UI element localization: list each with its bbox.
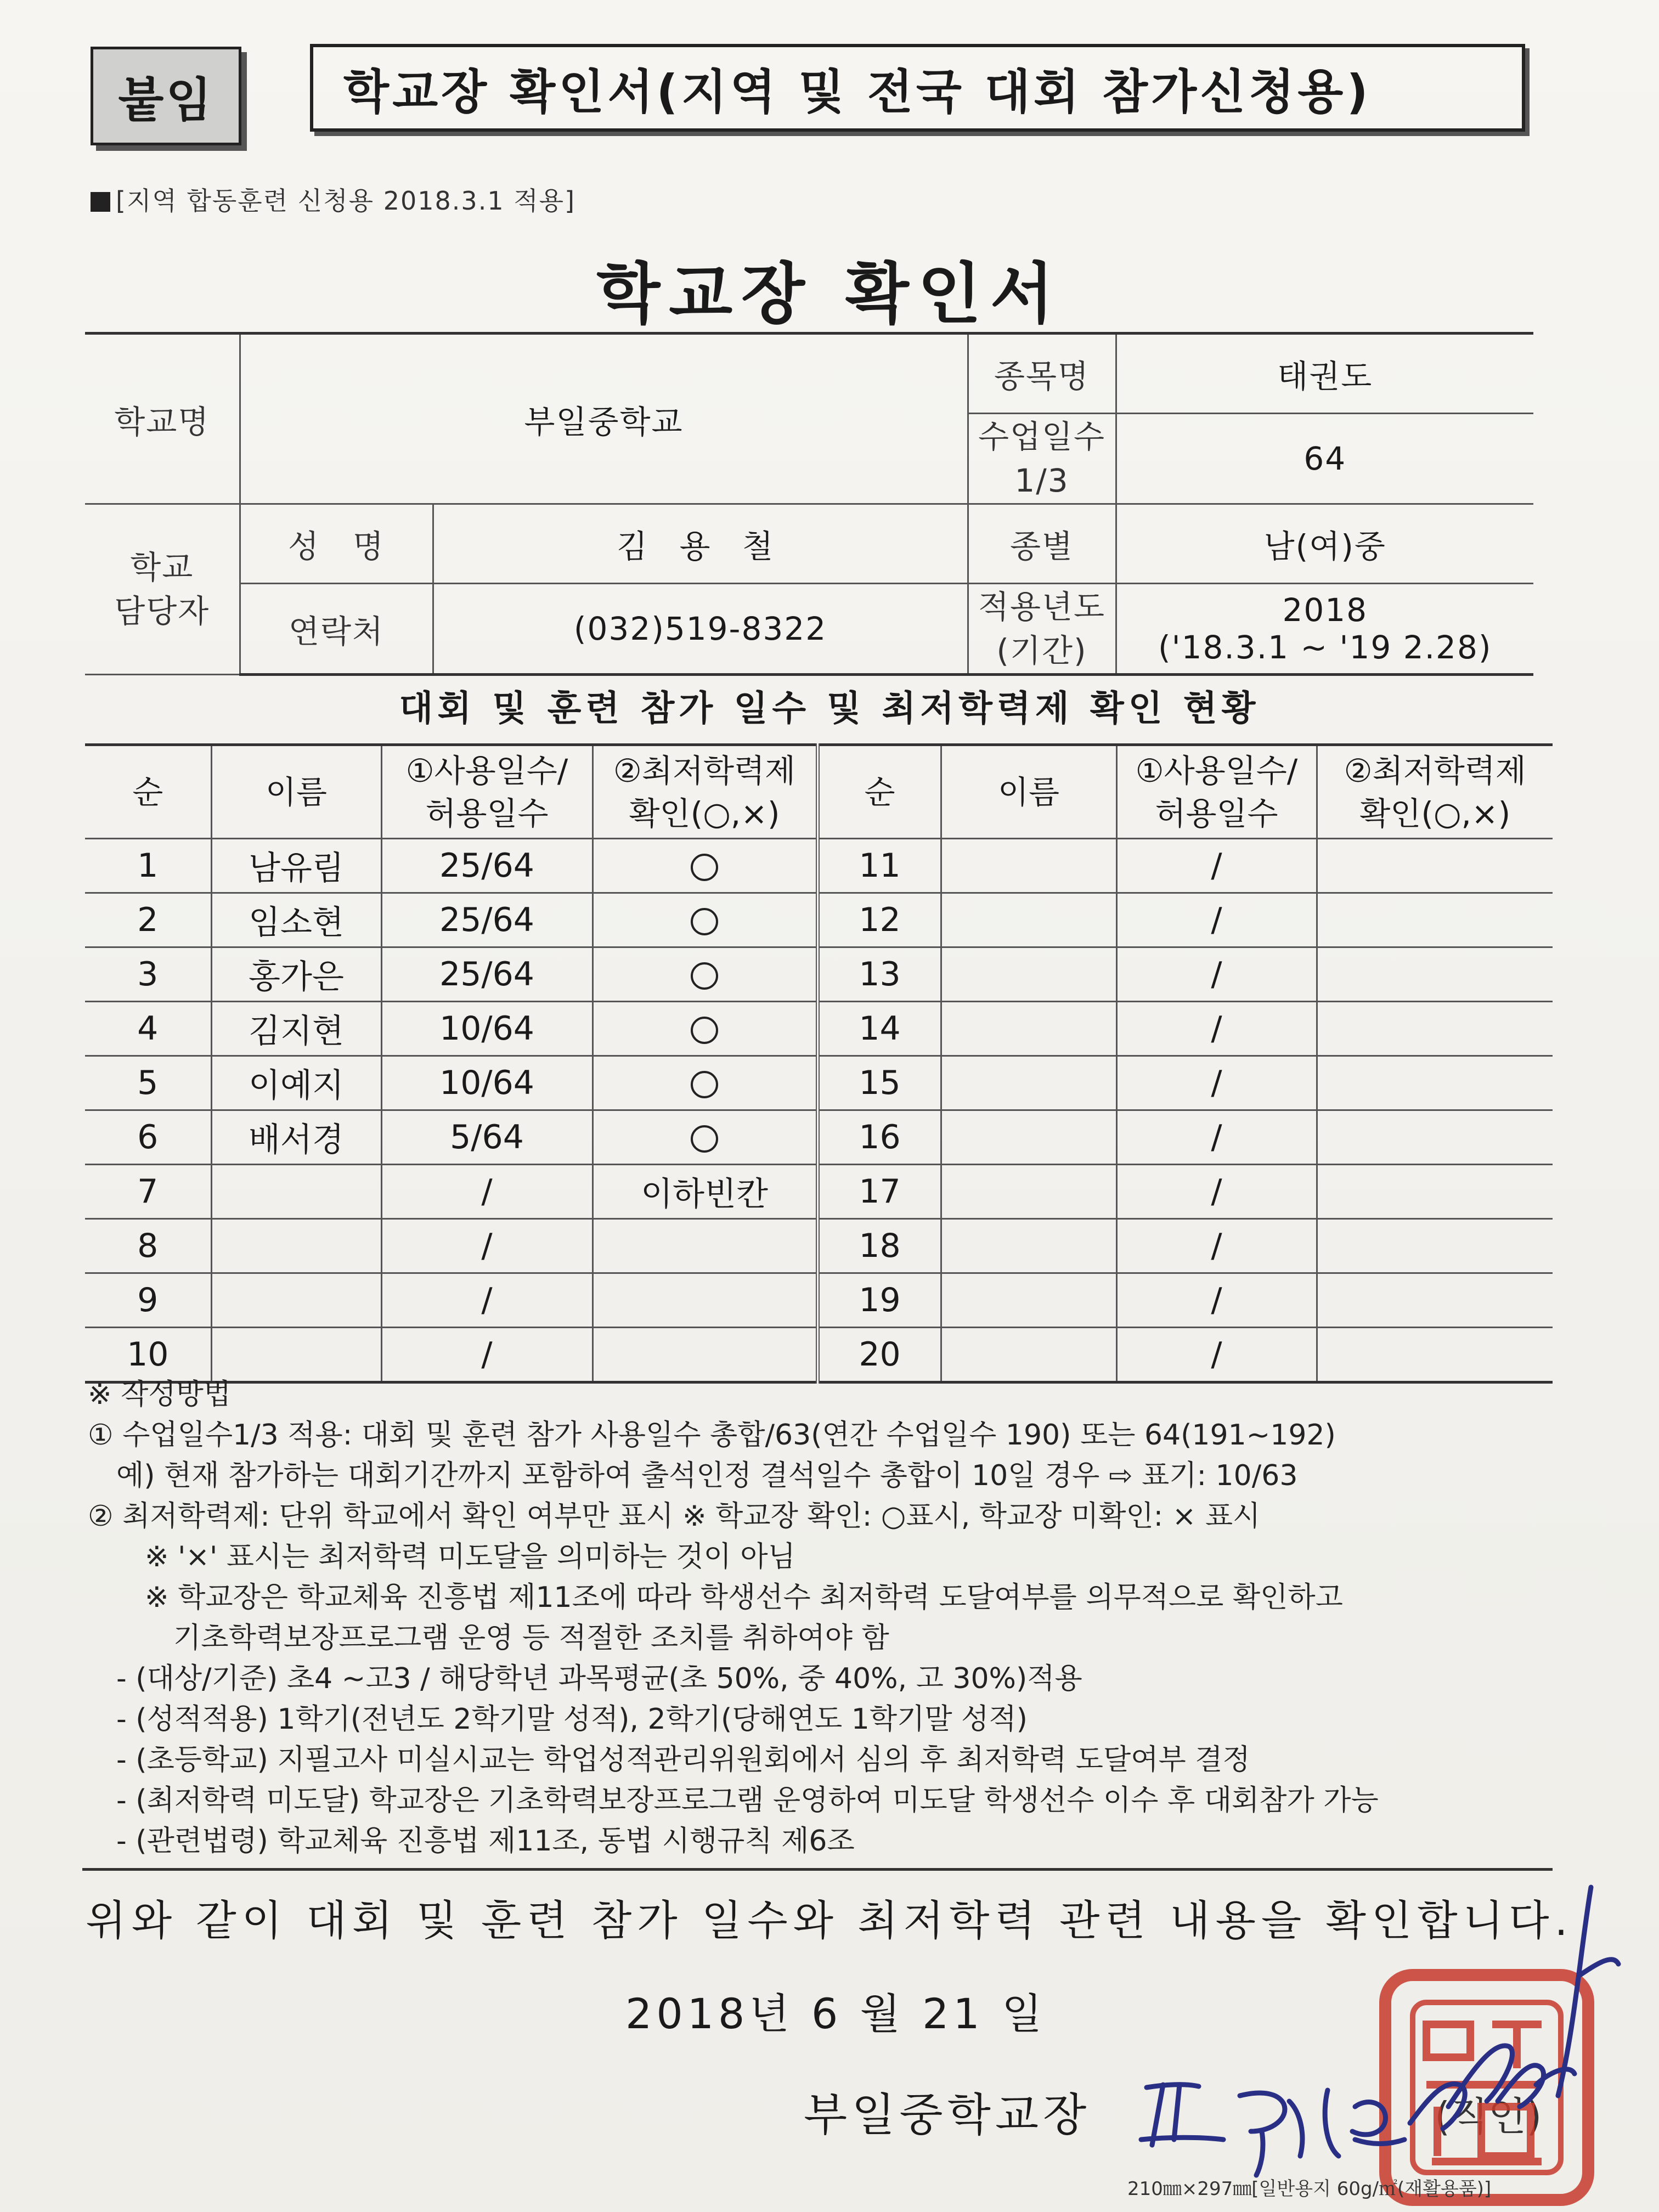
instruction-line: ① 수업일수1/3 적용: 대회 및 훈련 참가 사용일수 총합/63(연간 수업일수 190) 또는 64(191~192) (88, 1419, 1336, 1452)
section-title: 대회 및 훈련 참가 일수 및 최저학력제 확인 현황 (399, 689, 1260, 729)
row-name: 임소현 (211, 893, 381, 947)
row-no-right: 19 (817, 1273, 941, 1328)
header-title: 학교장 확인서(지역 및 전국 대회 참가신청용) (310, 44, 1525, 132)
row-days: / (381, 1273, 592, 1328)
year-period: ('18.3.1 ~ '19 2.28) (1158, 629, 1492, 666)
confirm-statement: 위와 같이 대회 및 훈련 참가 일수와 최저학력 관련 내용을 확인합니다. (86, 1896, 1573, 1945)
row-name: 이예지 (211, 1056, 381, 1110)
name-label: 성 명 (240, 504, 433, 584)
instruction-line: ※ 작성방법 (88, 1378, 232, 1411)
row-days-right: / (1116, 947, 1317, 1002)
school-value: 부일중학교 (240, 334, 968, 504)
instruction-line: ② 최저학력제: 단위 학교에서 확인 여부만 표시 ※ 학교장 확인: ○표시, 학교장 미확인: × 표시 (88, 1500, 1261, 1533)
row-days: 10/64 (381, 1002, 592, 1056)
row-days-right: / (1116, 1165, 1317, 1219)
col-name-right: 이름 (941, 745, 1116, 839)
row-days: 10/64 (381, 1056, 592, 1110)
days-value: 64 (1116, 414, 1533, 504)
row-no: 10 (85, 1328, 211, 1383)
row-no-right: 18 (817, 1219, 941, 1273)
instruction-line: - (대상/기준) 초4 ~고3 / 해당학년 과목평균(초 50%, 중 40%, 고 30%)적용 (88, 1662, 1082, 1695)
row-no-right: 11 (817, 839, 941, 893)
row-name: 남유림 (211, 839, 381, 893)
principal-title: 부일중학교장 (804, 2089, 1091, 2141)
instruction-line: - (성적적용) 1학기(전년도 2학기말 성적), 2학기(당해연도 1학기말 성적) (88, 1703, 1028, 1736)
row-days: 25/64 (381, 839, 592, 893)
instruction-line: - (최저학력 미도달) 학교장은 기초학력보장프로그램 운영하여 미도달 학생선수 이수 후 대회참가 가능 (88, 1784, 1379, 1817)
contact-label: 학교 담당자 (85, 504, 240, 675)
row-days-right: / (1116, 1002, 1317, 1056)
phone-label: 연락처 (240, 584, 433, 675)
phone-value: (032)519-8322 (433, 584, 968, 675)
row-days-right: / (1116, 839, 1317, 893)
row-days-right: / (1116, 1219, 1317, 1273)
row-no-right: 12 (817, 893, 941, 947)
issue-date: 2018년 6 월 21 일 (625, 1989, 1047, 2038)
year-label: 적용년도 (기간) (968, 584, 1116, 675)
row-no: 5 (85, 1056, 211, 1110)
row-no: 1 (85, 839, 211, 893)
row-no-right: 16 (817, 1110, 941, 1165)
instruction-line: ※ '×' 표시는 최저학력 미도달을 의미하는 것이 아님 (88, 1541, 795, 1573)
col-days-right: ①사용일수/ 허용일수 (1116, 745, 1317, 839)
col-name: 이름 (211, 745, 381, 839)
col-days: ①사용일수/ 허용일수 (381, 745, 592, 839)
sport-label: 종목명 (968, 334, 1116, 414)
row-no: 4 (85, 1002, 211, 1056)
school-label: 학교명 (85, 334, 240, 504)
row-days-right: / (1116, 893, 1317, 947)
row-days-right: / (1116, 1056, 1317, 1110)
row-check: 이하빈칸 (592, 1165, 817, 1219)
row-no-right: 14 (817, 1002, 941, 1056)
col-check: ②최저학력제 확인(○,×) (592, 745, 817, 839)
row-no: 7 (85, 1165, 211, 1219)
seal-label: (직인) (1435, 2094, 1542, 2140)
row-no-right: 15 (817, 1056, 941, 1110)
row-no: 3 (85, 947, 211, 1002)
col-no: 순 (85, 745, 211, 839)
row-days: / (381, 1165, 592, 1219)
row-name: 배서경 (211, 1110, 381, 1165)
row-no: 8 (85, 1219, 211, 1273)
row-no: 6 (85, 1110, 211, 1165)
paper-spec-footer: 210㎜×297㎜[일반용지 60g/㎡(재활용품)] (1127, 2178, 1492, 2200)
instruction-line: - (관련법령) 학교체육 진흥법 제11조, 동법 시행규칙 제6조 (88, 1825, 855, 1858)
year-value: 2018 (1282, 591, 1368, 629)
instruction-line: - (초등학교) 지필고사 미실시교는 학업성적관리위원회에서 심의 후 최저학력 도달여부 결정 (88, 1743, 1250, 1776)
gender-value: 남(여)중 (1116, 504, 1533, 584)
row-days-right: / (1116, 1110, 1317, 1165)
row-no-right: 20 (817, 1328, 941, 1383)
sub-note-text: [지역 합동훈련 신청용 2018.3.1 적용] (116, 186, 576, 216)
row-no: 2 (85, 893, 211, 947)
name-value: 김 용 철 (433, 504, 968, 584)
attachment-tag: 붙임 (91, 47, 241, 145)
row-days: 5/64 (381, 1110, 592, 1165)
row-no: 9 (85, 1273, 211, 1328)
row-name: 홍가은 (211, 947, 381, 1002)
row-no-right: 13 (817, 947, 941, 1002)
col-check-right: ②최저학력제 확인(○,×) (1317, 745, 1553, 839)
row-no-right: 17 (817, 1165, 941, 1219)
row-days: / (381, 1219, 592, 1273)
instruction-line: 기초학력보장프로그램 운영 등 적절한 조치를 취하여야 함 (88, 1622, 889, 1655)
row-name: 김지현 (211, 1002, 381, 1056)
row-days: / (381, 1328, 592, 1383)
row-days-right: / (1116, 1328, 1317, 1383)
col-no-right: 순 (817, 745, 941, 839)
days-label: 수업일수 1/3 (968, 414, 1116, 504)
sport-value: 태권도 (1116, 334, 1533, 414)
row-days: 25/64 (381, 893, 592, 947)
instruction-line: 예) 현재 참가하는 대회기간까지 포함하여 출석인정 결석일수 총합이 10일 경우 ⇨ 표기: 10/63 (88, 1459, 1298, 1492)
gender-label: 종별 (968, 504, 1116, 584)
instruction-line: ※ 학교장은 학교체육 진흥법 제11조에 따라 학생선수 최저학력 도달여부를 의무적으로 확인하고 (88, 1581, 1343, 1614)
row-days: 25/64 (381, 947, 592, 1002)
row-days-right: / (1116, 1273, 1317, 1328)
document-title: 학교장 확인서 (596, 256, 1063, 332)
